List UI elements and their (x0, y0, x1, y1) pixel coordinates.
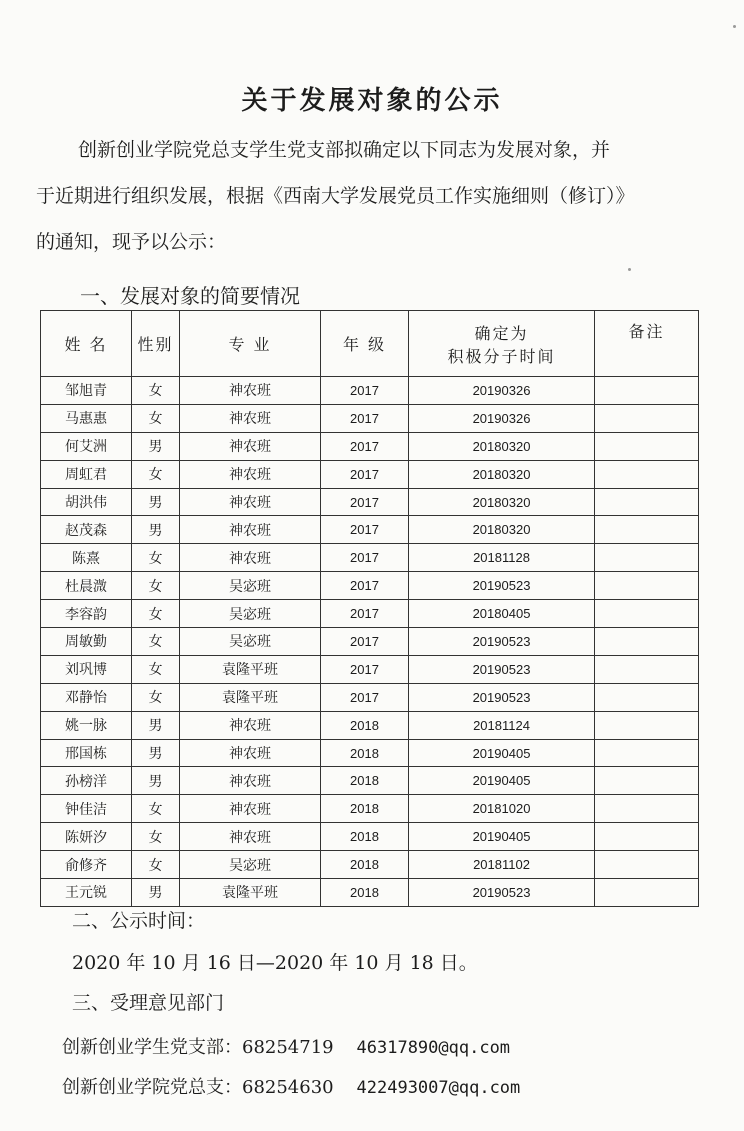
cell-major: 神农班 (180, 739, 321, 767)
cell-name: 胡洪伟 (41, 488, 132, 516)
cell-major: 吴宓班 (180, 628, 321, 656)
table-row (41, 460, 699, 488)
table-body (41, 377, 699, 907)
cell-name: 何艾洲 (41, 432, 132, 460)
intro-text-2: 于近期进行组织发展，根据《西南大学发展党员工作实施细则（修订）》 (36, 185, 635, 207)
contact-line-1 (62, 1033, 510, 1059)
cell-grade: 2018 (321, 739, 409, 767)
table-header-row (41, 311, 699, 377)
intro-text-3: 的通知，现予以公示： (36, 231, 227, 253)
cell-name: 李容韵 (41, 600, 132, 628)
intro-text-1: 创新创业学院党总支学生党支部拟确定以下同志为发展对象，并 (78, 139, 611, 161)
table-row (41, 488, 699, 516)
cell-gender: 男 (132, 767, 180, 795)
scan-speck (733, 25, 736, 28)
cell-grade: 2018 (321, 767, 409, 795)
cell-major: 神农班 (180, 488, 321, 516)
cell-major: 吴宓班 (180, 851, 321, 879)
intro-line-1 (36, 127, 716, 173)
cell-grade: 2017 (321, 572, 409, 600)
cell-grade: 2017 (321, 404, 409, 432)
table-row (41, 432, 699, 460)
scan-speck (628, 268, 631, 271)
publicity-period: 2020 年 10 月 16 日—2020 年 10 月 18 日。 (72, 952, 478, 974)
cell-remark (595, 572, 699, 600)
cell-name: 赵茂森 (41, 516, 132, 544)
cell-name: 邹旭青 (41, 377, 132, 405)
cell-remark (595, 516, 699, 544)
cell-date: 20190523 (409, 683, 595, 711)
cell-date: 20180320 (409, 516, 595, 544)
cell-grade: 2018 (321, 795, 409, 823)
cell-date: 20180320 (409, 432, 595, 460)
cell-gender: 男 (132, 432, 180, 460)
cell-gender: 男 (132, 516, 180, 544)
cell-grade: 2017 (321, 683, 409, 711)
cell-date: 20180320 (409, 488, 595, 516)
contact-email: 46317890@qq.com (356, 1038, 511, 1058)
header-major: 专 业 (180, 311, 321, 377)
cell-major: 神农班 (180, 795, 321, 823)
cell-major: 吴宓班 (180, 600, 321, 628)
cell-grade: 2018 (321, 851, 409, 879)
cell-date: 20190523 (409, 628, 595, 656)
cell-remark (595, 432, 699, 460)
cell-gender: 男 (132, 739, 180, 767)
table-row (41, 739, 699, 767)
contact-phone: 68254719 (242, 1037, 334, 1058)
cell-grade: 2018 (321, 711, 409, 739)
cell-date: 20190326 (409, 404, 595, 432)
cell-remark (595, 600, 699, 628)
cell-gender: 男 (132, 879, 180, 907)
cell-name: 陈妍汐 (41, 823, 132, 851)
cell-gender: 男 (132, 711, 180, 739)
cell-name: 杜晨溦 (41, 572, 132, 600)
table-row (41, 879, 699, 907)
table-row (41, 851, 699, 879)
cell-name: 邓静怡 (41, 683, 132, 711)
cell-grade: 2017 (321, 516, 409, 544)
cell-grade: 2017 (321, 600, 409, 628)
cell-name: 邢国栋 (41, 739, 132, 767)
table-row (41, 377, 699, 405)
cell-major: 袁隆平班 (180, 655, 321, 683)
cell-major: 袁隆平班 (180, 879, 321, 907)
cell-date: 20181124 (409, 711, 595, 739)
cell-gender: 女 (132, 851, 180, 879)
cell-remark (595, 460, 699, 488)
intro-line-3 (36, 219, 716, 265)
section1-heading: 一、发展对象的简要情况 (80, 284, 300, 308)
cell-remark (595, 544, 699, 572)
table-row (41, 767, 699, 795)
header-grade: 年 级 (321, 311, 409, 377)
cell-remark (595, 879, 699, 907)
cell-remark (595, 851, 699, 879)
cell-gender: 女 (132, 404, 180, 432)
cell-date: 20190523 (409, 879, 595, 907)
cell-gender: 女 (132, 683, 180, 711)
contact-label: 创新创业学生党支部： (62, 1037, 242, 1058)
cell-date: 20180320 (409, 460, 595, 488)
cell-name: 周虹君 (41, 460, 132, 488)
cell-gender: 男 (132, 488, 180, 516)
table-row (41, 600, 699, 628)
contact-label: 创新创业学院党总支： (62, 1077, 242, 1098)
cell-remark (595, 628, 699, 656)
header-remark: 备注 (595, 311, 699, 377)
table-row (41, 404, 699, 432)
contact-phone: 68254630 (242, 1077, 334, 1098)
header-date-line2: 积极分子时间 (447, 346, 556, 366)
cell-major: 神农班 (180, 460, 321, 488)
page-title: 关于发展对象的公示 (241, 86, 503, 116)
cell-date: 20190405 (409, 823, 595, 851)
table-row (41, 628, 699, 656)
cell-major: 袁隆平班 (180, 683, 321, 711)
table-row (41, 544, 699, 572)
cell-grade: 2018 (321, 823, 409, 851)
cell-name: 周敏勤 (41, 628, 132, 656)
cell-major: 神农班 (180, 377, 321, 405)
header-name: 姓 名 (41, 311, 132, 377)
cell-grade: 2017 (321, 628, 409, 656)
cell-date: 20190523 (409, 655, 595, 683)
cell-major: 神农班 (180, 404, 321, 432)
cell-gender: 女 (132, 655, 180, 683)
candidate-table (40, 310, 699, 907)
cell-name: 刘巩博 (41, 655, 132, 683)
cell-remark (595, 655, 699, 683)
cell-date: 20190405 (409, 767, 595, 795)
cell-remark (595, 767, 699, 795)
cell-name: 王元锐 (41, 879, 132, 907)
table-row (41, 711, 699, 739)
table-row (41, 516, 699, 544)
header-date (409, 311, 595, 377)
cell-major: 神农班 (180, 544, 321, 572)
cell-date: 20181102 (409, 851, 595, 879)
table-row (41, 683, 699, 711)
cell-name: 孙榜洋 (41, 767, 132, 795)
cell-date: 20181128 (409, 544, 595, 572)
cell-name: 姚一脉 (41, 711, 132, 739)
cell-gender: 女 (132, 795, 180, 823)
cell-gender: 女 (132, 377, 180, 405)
cell-major: 神农班 (180, 711, 321, 739)
cell-remark (595, 739, 699, 767)
intro-line-2 (36, 173, 716, 219)
cell-remark (595, 711, 699, 739)
contact-email: 422493007@qq.com (356, 1078, 521, 1098)
cell-remark (595, 683, 699, 711)
cell-gender: 女 (132, 544, 180, 572)
cell-name: 钟佳洁 (41, 795, 132, 823)
cell-grade: 2017 (321, 655, 409, 683)
cell-major: 神农班 (180, 823, 321, 851)
table-row (41, 795, 699, 823)
cell-grade: 2017 (321, 377, 409, 405)
cell-name: 陈熹 (41, 544, 132, 572)
cell-gender: 女 (132, 628, 180, 656)
cell-remark (595, 377, 699, 405)
table-row (41, 572, 699, 600)
cell-remark (595, 823, 699, 851)
cell-date: 20181020 (409, 795, 595, 823)
table-row (41, 655, 699, 683)
section2-heading: 二、公示时间： (72, 910, 206, 932)
section3-heading: 三、受理意见部门 (72, 992, 225, 1014)
cell-gender: 女 (132, 572, 180, 600)
contact-line-2 (62, 1073, 520, 1099)
cell-grade: 2017 (321, 460, 409, 488)
cell-date: 20190405 (409, 739, 595, 767)
cell-grade: 2018 (321, 879, 409, 907)
header-gender: 性别 (132, 311, 180, 377)
table-row (41, 823, 699, 851)
cell-major: 神农班 (180, 767, 321, 795)
cell-gender: 女 (132, 823, 180, 851)
cell-grade: 2017 (321, 488, 409, 516)
cell-major: 吴宓班 (180, 572, 321, 600)
cell-name: 马惠惠 (41, 404, 132, 432)
cell-name: 俞修齐 (41, 851, 132, 879)
cell-date: 20190523 (409, 572, 595, 600)
cell-grade: 2017 (321, 544, 409, 572)
cell-remark (595, 795, 699, 823)
cell-gender: 女 (132, 460, 180, 488)
cell-major: 神农班 (180, 516, 321, 544)
cell-date: 20180405 (409, 600, 595, 628)
cell-grade: 2017 (321, 432, 409, 460)
cell-remark (595, 488, 699, 516)
cell-major: 神农班 (180, 432, 321, 460)
header-date-line1: 确定为 (474, 323, 529, 343)
cell-remark (595, 404, 699, 432)
cell-gender: 女 (132, 600, 180, 628)
cell-date: 20190326 (409, 377, 595, 405)
